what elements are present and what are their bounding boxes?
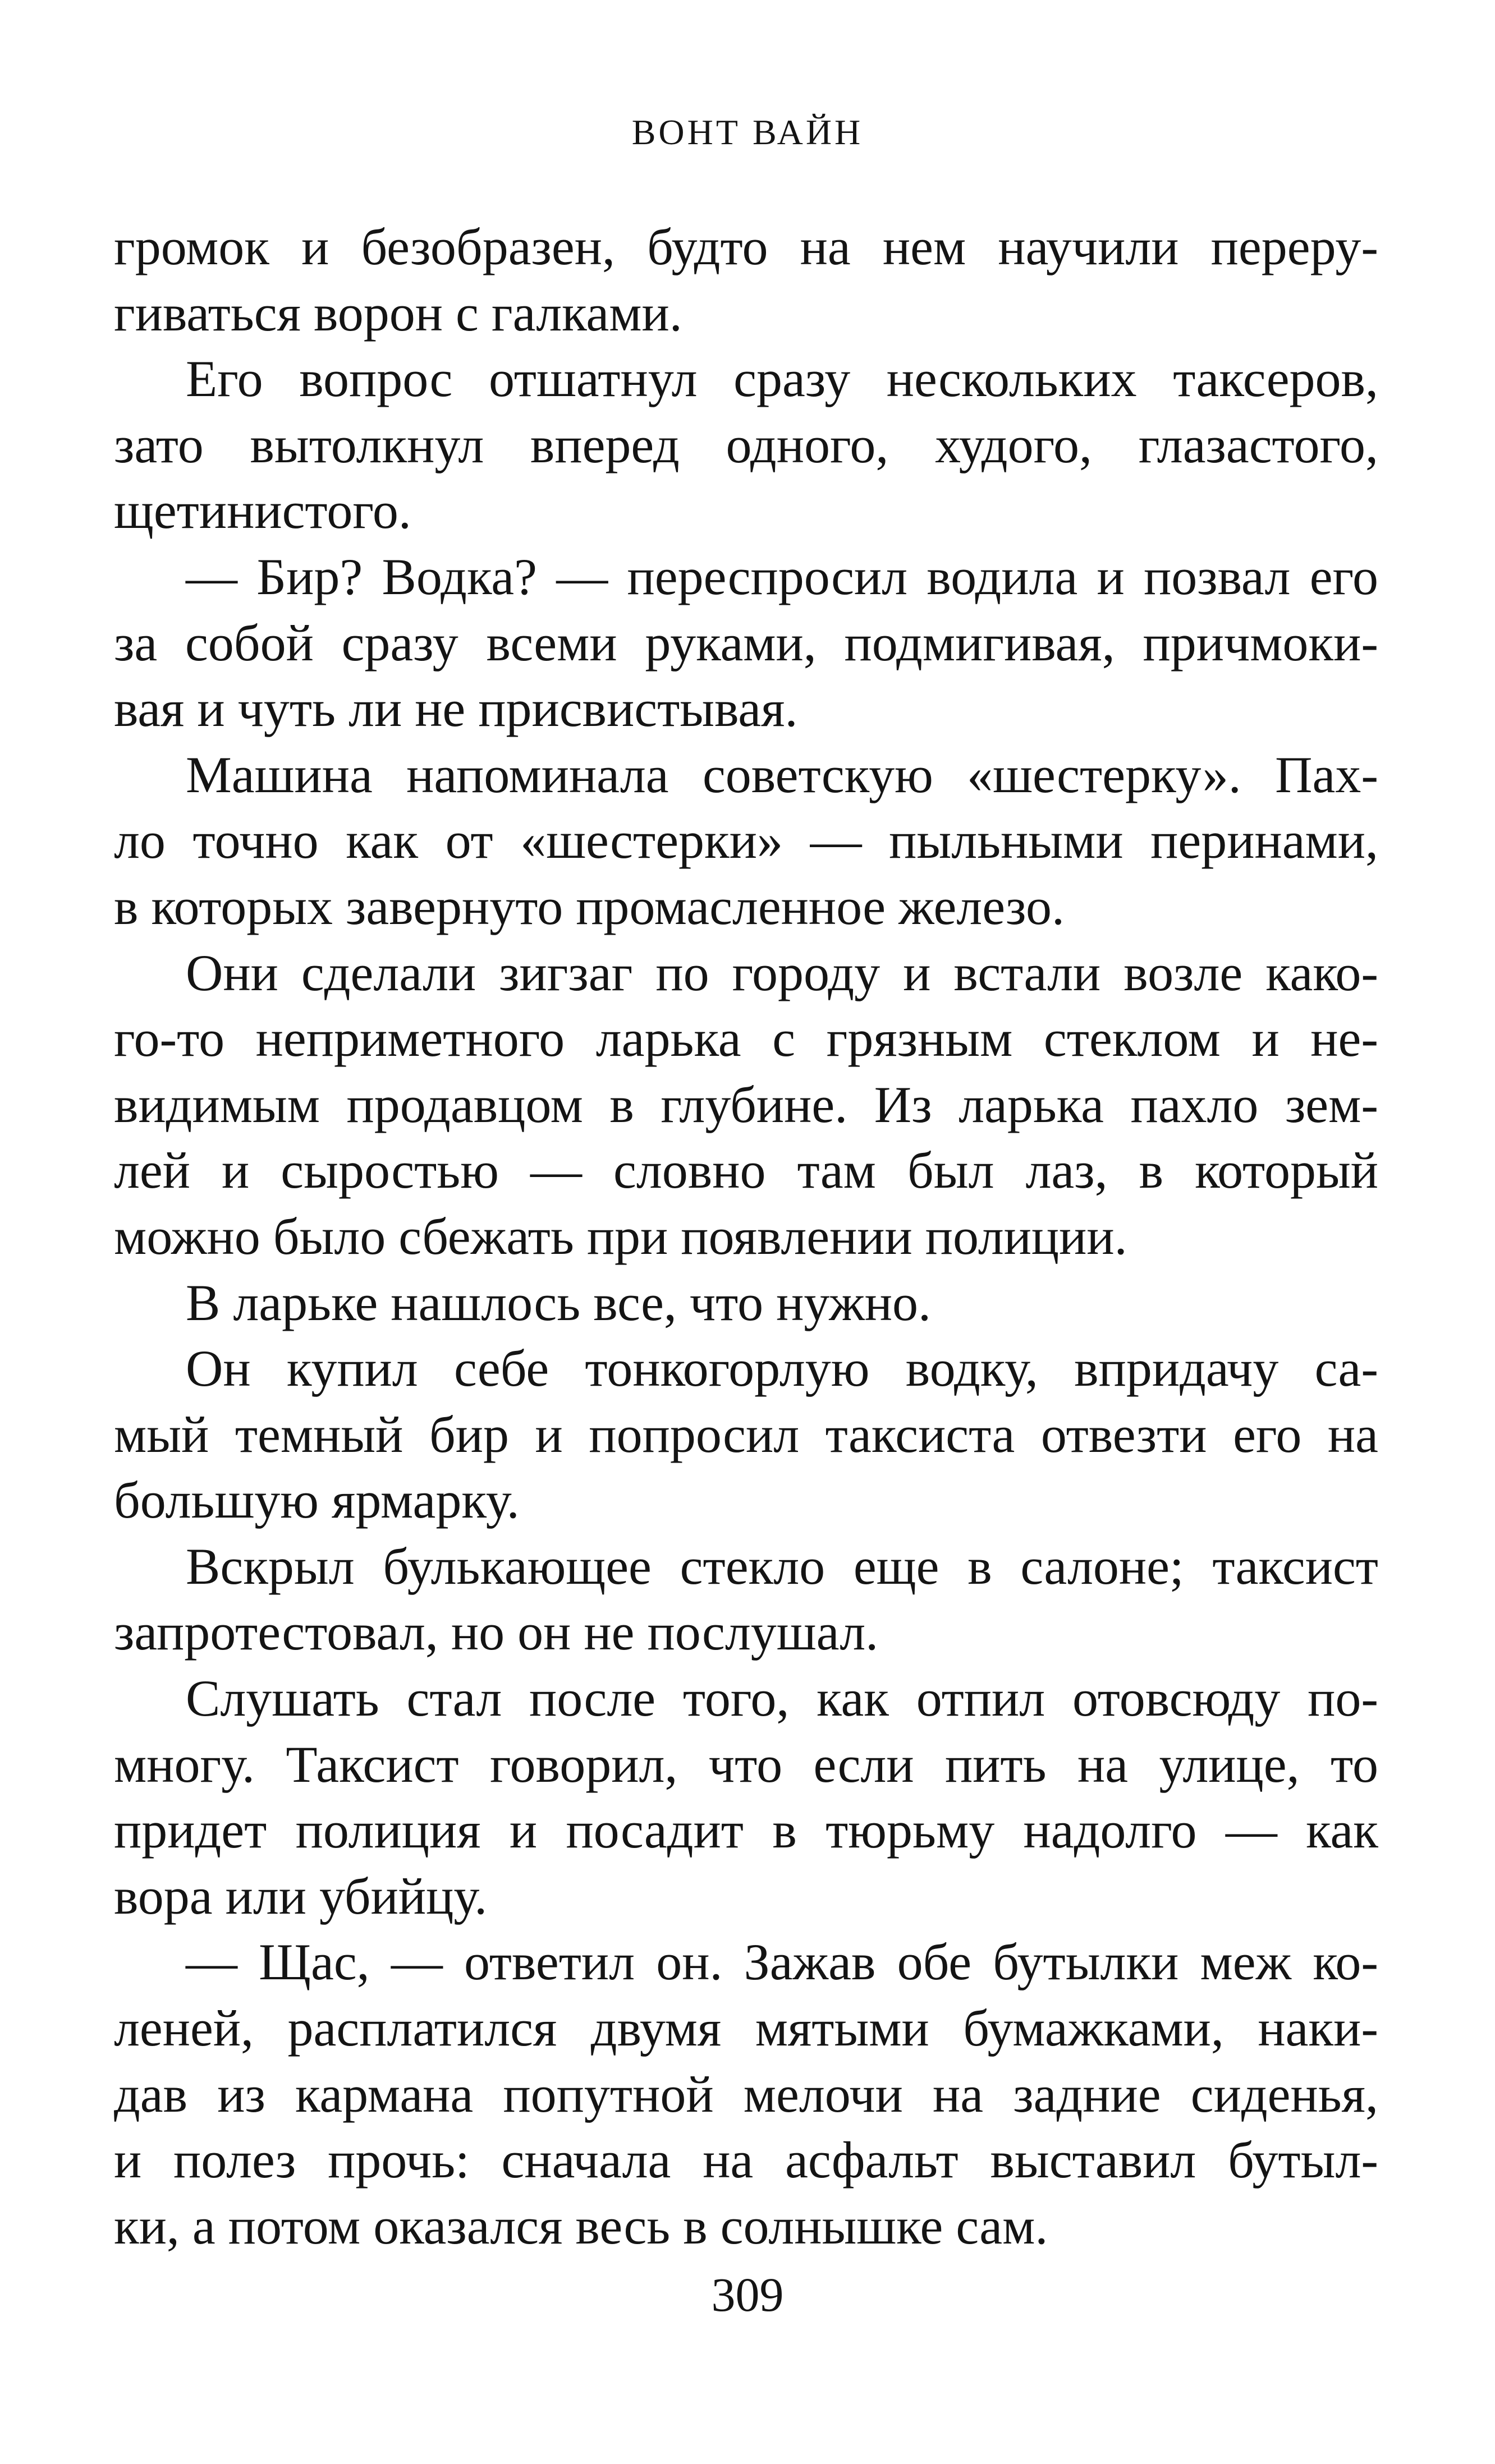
- text-line: зато вытолкнул вперед одного, худого, глазастого,: [114, 416, 1378, 474]
- text-line: Вскрыл булькающее стекло еще в салоне; таксист: [186, 1537, 1378, 1595]
- text-line: многу. Таксист говорил, что если пить на улице, то: [114, 1735, 1378, 1793]
- text-line: — Щас, — ответил он. Зажав обе бутылки меж ко-: [186, 1933, 1378, 1991]
- text-line: дав из кармана попутной мелочи на задние сиденья,: [114, 2065, 1378, 2123]
- text-line: Он купил себе тонкогорлую водку, впридачу са-: [186, 1340, 1378, 1398]
- text-line: можно было сбежать при появлении полиции.: [114, 1207, 1127, 1265]
- text-line: В ларьке нашлось все, что нужно.: [186, 1274, 931, 1331]
- text-line: видимым продавцом в глубине. Из ларька пахло зем-: [114, 1075, 1378, 1133]
- text-line: запротестовал, но он не послушал.: [114, 1603, 879, 1661]
- running-head: ВОНТ ВАЙН: [631, 112, 864, 152]
- text-line: го-то неприметного ларька с грязным стеклом и не-: [114, 1010, 1378, 1068]
- text-line: вая и чуть ли не присвистывая.: [114, 680, 798, 738]
- text-line: Слушать стал после того, как отпил отовсюду по-: [186, 1670, 1378, 1727]
- text-line: Его вопрос отшатнул сразу нескольких таксеров,: [186, 350, 1378, 408]
- text-line: лей и сыростью — словно там был лаз, в который: [114, 1142, 1378, 1199]
- text-line: леней, расплатился двумя мятыми бумажками, наки-: [114, 1999, 1378, 2057]
- text-line: гиваться ворон с галками.: [114, 284, 682, 342]
- text-line: ки, а потом оказался весь в солнышке сам.: [114, 2197, 1048, 2255]
- text-line: Машина напоминала советскую «шестерку». Пах-: [186, 746, 1378, 803]
- text-line: за собой сразу всеми руками, подмигивая, причмоки-: [114, 614, 1378, 672]
- text-line: в которых завернуто промасленное железо.: [114, 877, 1065, 935]
- body-text: [114, 214, 1378, 2259]
- text-line: ло точно как от «шестерки» — пыльными перинами,: [114, 812, 1378, 870]
- text-line: придет полиция и посадит в тюрьму надолго — как: [114, 1801, 1378, 1859]
- text-line: и полез прочь: сначала на асфальт выставил бутыл-: [114, 2131, 1378, 2189]
- text-line: громок и безобразен, будто на нем научили переру-: [114, 218, 1378, 275]
- text-line: Они сделали зигзаг по городу и встали возле како-: [186, 944, 1378, 1001]
- page-number: 309: [711, 2268, 784, 2322]
- text-line: вора или убийцу.: [114, 1867, 488, 1925]
- text-line: большую ярмарку.: [114, 1472, 520, 1529]
- text-line: мый темный бир и попросил таксиста отвезти его на: [114, 1405, 1378, 1463]
- text-line: щетинистого.: [114, 482, 411, 540]
- text-line: — Бир? Водка? — переспросил водила и позвал его: [186, 548, 1378, 605]
